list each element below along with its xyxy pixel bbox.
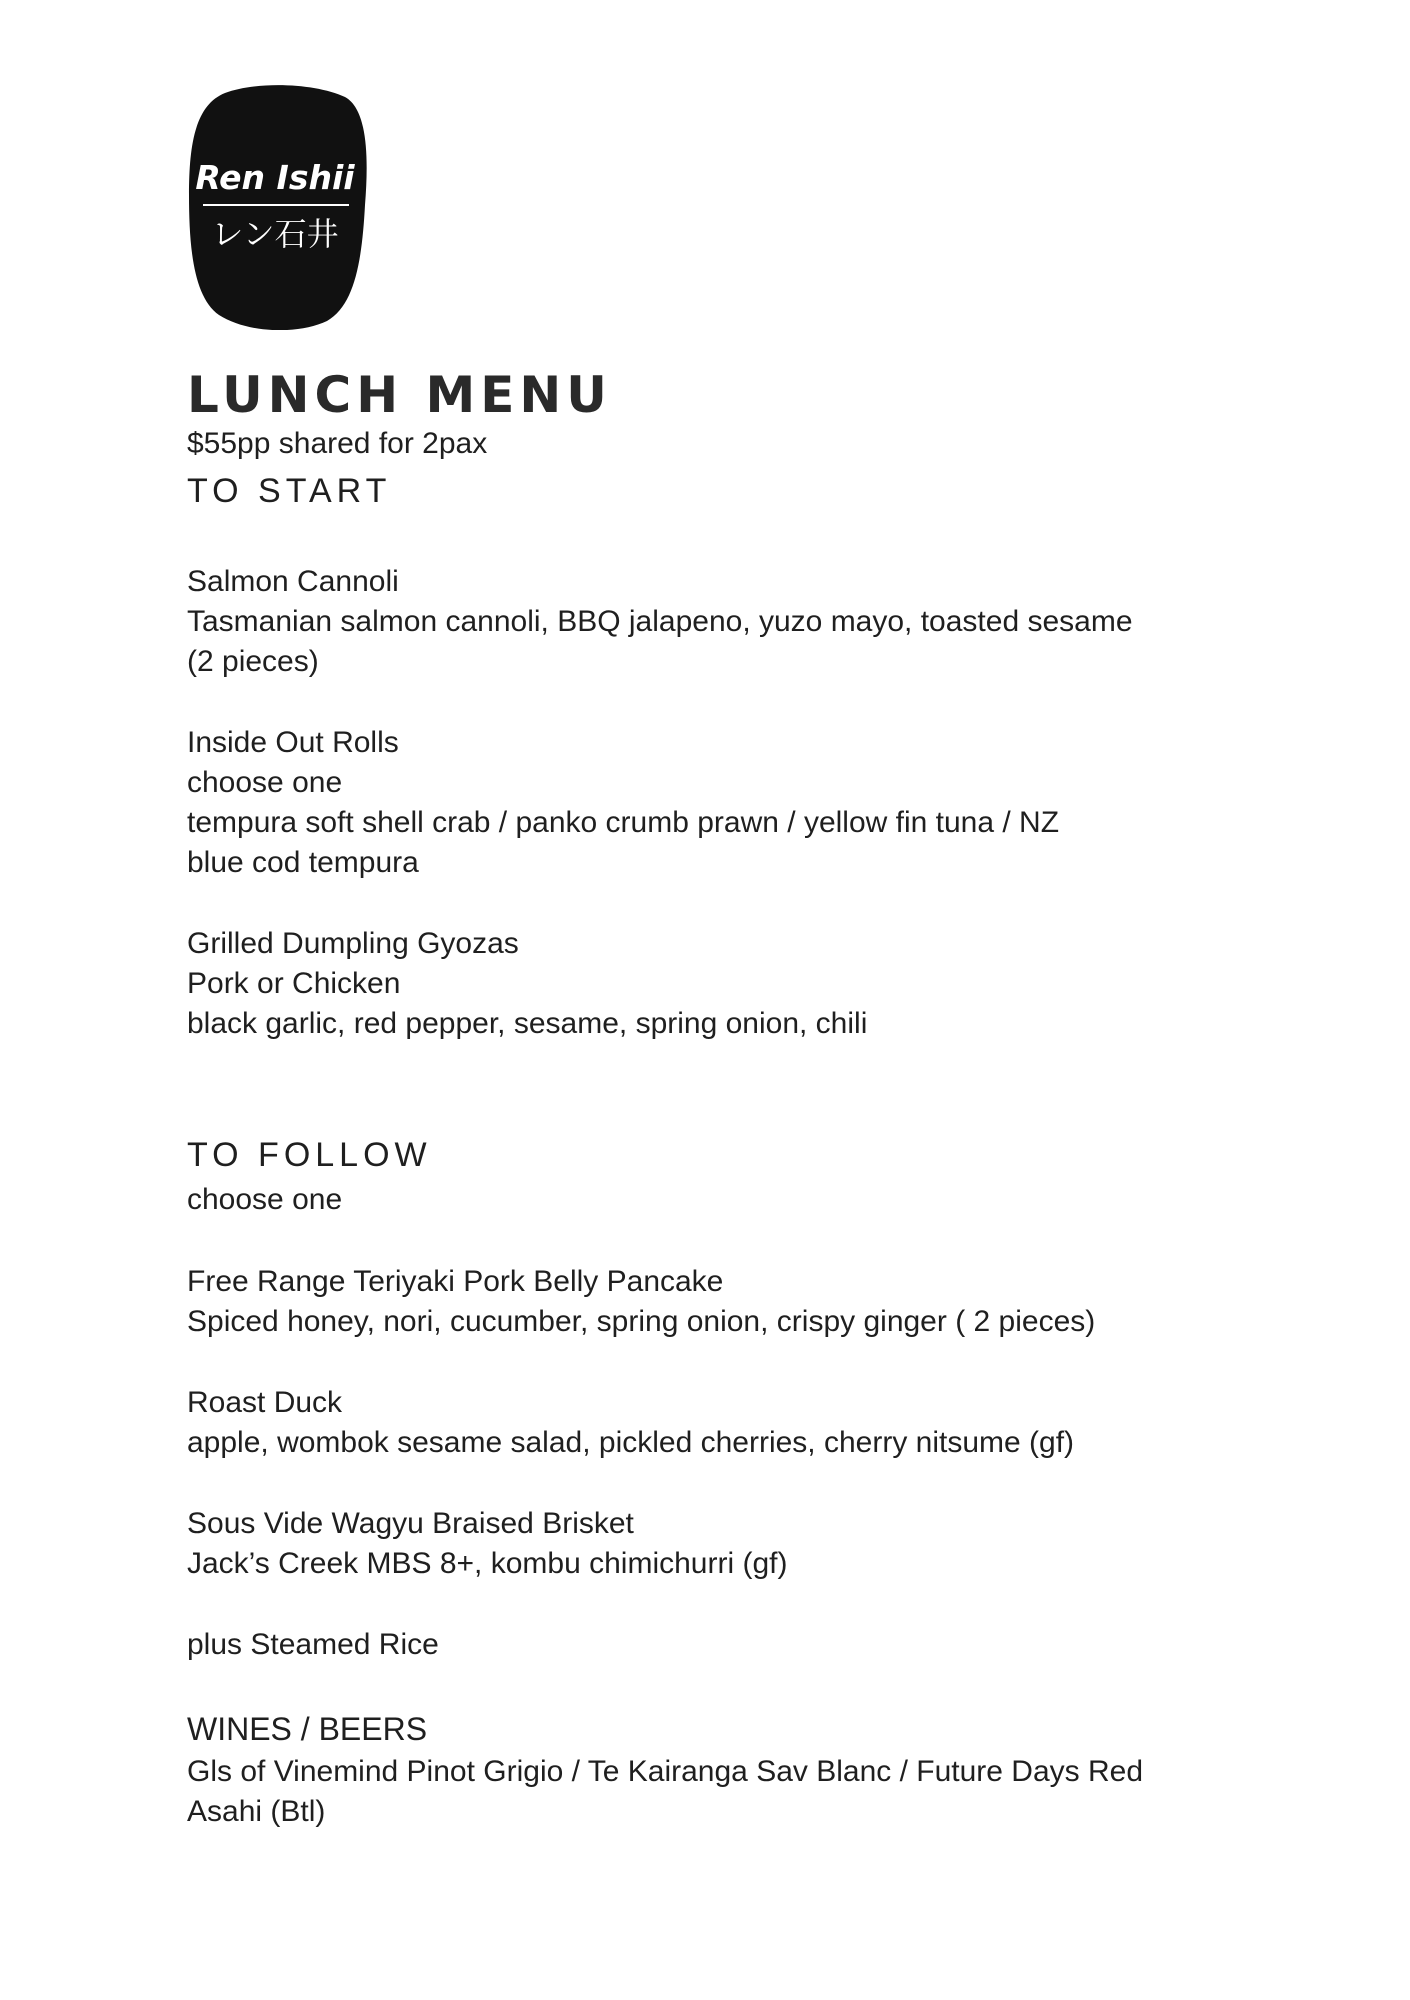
item-description: apple, wombok sesame salad, pickled cherries, cherry nitsume (gf) xyxy=(187,1426,1075,1459)
to-follow-note: choose one xyxy=(187,1183,343,1216)
item-description: Tasmanian salmon cannoli, BBQ jalapeno, yuzo mayo, toasted sesame xyxy=(187,605,1133,638)
item-description: Spiced honey, nori, cucumber, spring onion, crispy ginger ( 2 pieces) xyxy=(187,1305,1096,1338)
to-follow-heading: TO FOLLOW xyxy=(187,1136,432,1174)
logo-badge-shape xyxy=(189,85,367,330)
menu-title: LUNCH MENU xyxy=(187,366,612,424)
drinks-heading: WINES / BEERS xyxy=(187,1711,428,1747)
item-description: tempura soft shell crab / panko crumb prawn / yellow fin tuna / NZ xyxy=(187,806,1060,839)
item-description: blue cod tempura xyxy=(187,846,419,879)
item-name: Sous Vide Wagyu Braised Brisket xyxy=(187,1507,634,1540)
item-name: Salmon Cannoli xyxy=(187,565,399,598)
logo-text-jp: レン石井 xyxy=(211,215,339,253)
price-line: $55pp shared for 2pax xyxy=(187,427,488,460)
item-description: Pork or Chicken xyxy=(187,967,401,1000)
item-name: Free Range Teriyaki Pork Belly Pancake xyxy=(187,1265,724,1298)
item-name: Inside Out Rolls xyxy=(187,726,399,759)
item-description: choose one xyxy=(187,766,343,799)
logo xyxy=(187,85,367,330)
item-description: Jack’s Creek MBS 8+, kombu chimichurri (gf) xyxy=(187,1547,788,1580)
drinks-line: Asahi (Btl) xyxy=(187,1795,326,1828)
item-name: Roast Duck xyxy=(187,1386,343,1419)
extra-item: plus Steamed Rice xyxy=(187,1628,439,1661)
item-name: Grilled Dumpling Gyozas xyxy=(187,927,519,960)
logo-text-en: Ren Ishii xyxy=(195,158,355,197)
to-start-heading: TO START xyxy=(187,472,392,510)
item-description: (2 pieces) xyxy=(187,645,319,678)
item-description: black garlic, red pepper, sesame, spring onion, chili xyxy=(187,1007,868,1040)
drinks-line: Gls of Vinemind Pinot Grigio / Te Kairanga Sav Blanc / Future Days Red xyxy=(187,1755,1144,1788)
